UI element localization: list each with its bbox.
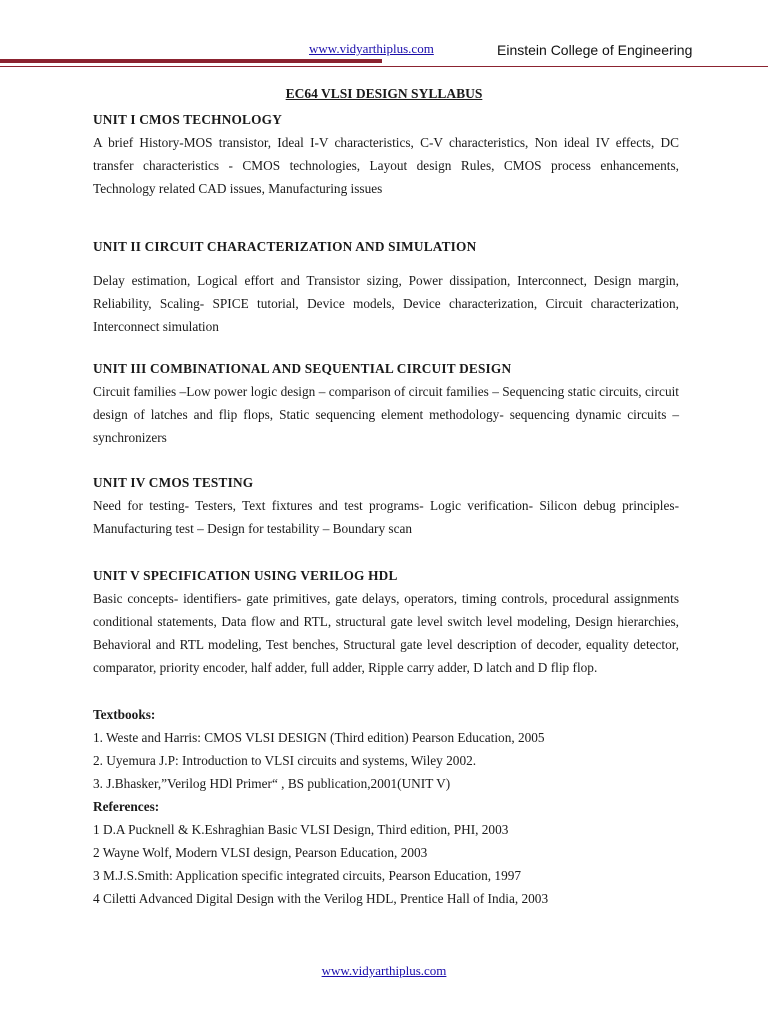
unit-body: Need for testing- Testers, Text fixtures and test programs- Logic verification- Silicon debug principles- Manufacturing test – Design for testability – Boundary scan	[93, 498, 679, 536]
unit-body: Basic concepts- identifiers- gate primitives, gate delays, operators, timing controls, procedural assignments conditional statements, Data flow and RTL, structural gate level switch level modeling, Design hierarchies, Behavioral and RTL modeling, Test benches, Structural gate level description of decoder, equality detector, comparator, priority encoder, half adder, full adder, Ripple carry adder, D latch and D flip flop.	[93, 591, 679, 675]
list-item: 1 D.A Pucknell & K.Eshraghian Basic VLSI Design, Third edition, PHI, 2003	[93, 822, 509, 837]
header-website-link[interactable]: www.vidyarthiplus.com	[309, 41, 434, 56]
unit-heading: UNIT V SPECIFICATION USING VERILOG HDL	[93, 568, 398, 583]
list-item: 2 Wayne Wolf, Modern VLSI design, Pearson Education, 2003	[93, 845, 428, 860]
unit-5	[93, 564, 679, 679]
list-item: 1. Weste and Harris: CMOS VLSI DESIGN (Third edition) Pearson Education, 2005	[93, 730, 545, 745]
unit-heading: UNIT I CMOS TECHNOLOGY	[93, 112, 282, 127]
references-section	[93, 795, 679, 910]
header-rule-thin	[0, 66, 768, 67]
unit-body: A brief History-MOS transistor, Ideal I-V characteristics, C-V characteristics, Non ideal IV effects, DC transfer characteristics - CMOS technologies, Layout design Rules, CMOS process enhancements, Technology related CAD issues, Manufacturing issues	[93, 135, 679, 196]
footer-website-link[interactable]: www.vidyarthiplus.com	[321, 963, 447, 978]
unit-body: Circuit families –Low power logic design – comparison of circuit families – Sequencing static circuits, circuit design of latches and flip flops, Static sequencing element methodology- sequencing dynamic circuits – synchronizers	[93, 384, 679, 445]
textbooks-title: Textbooks:	[93, 707, 156, 722]
unit-heading: UNIT III COMBINATIONAL AND SEQUENTIAL CIRCUIT DESIGN	[93, 361, 512, 376]
page-title: EC64 VLSI DESIGN SYLLABUS	[285, 86, 483, 101]
unit-2	[93, 235, 679, 338]
list-item: 2. Uyemura J.P: Introduction to VLSI circuits and systems, Wiley 2002.	[93, 753, 477, 768]
textbooks-section	[93, 703, 679, 795]
unit-1	[93, 108, 679, 200]
header-rule-thick	[0, 59, 382, 63]
header-college-name: Einstein College of Engineering	[497, 42, 693, 58]
unit-4	[93, 471, 679, 540]
list-item: 3. J.Bhasker,”Verilog HDl Primer“ , BS publication,2001(UNIT V)	[93, 776, 451, 791]
unit-heading: UNIT II CIRCUIT CHARACTERIZATION AND SIMULATION	[93, 239, 477, 254]
unit-heading: UNIT IV CMOS TESTING	[93, 475, 254, 490]
list-item: 3 M.J.S.Smith: Application specific integrated circuits, Pearson Education, 1997	[93, 868, 522, 883]
unit-3	[93, 357, 679, 449]
unit-body: Delay estimation, Logical effort and Transistor sizing, Power dissipation, Interconnect, Design margin, Reliability, Scaling- SPICE tutorial, Device models, Device characterization, Circuit characterization, Interconnect simulation	[93, 273, 679, 334]
syllabus-content	[93, 108, 679, 910]
references-title: References:	[93, 799, 160, 814]
list-item: 4 Ciletti Advanced Digital Design with the Verilog HDL, Prentice Hall of India, 2003	[93, 891, 549, 906]
